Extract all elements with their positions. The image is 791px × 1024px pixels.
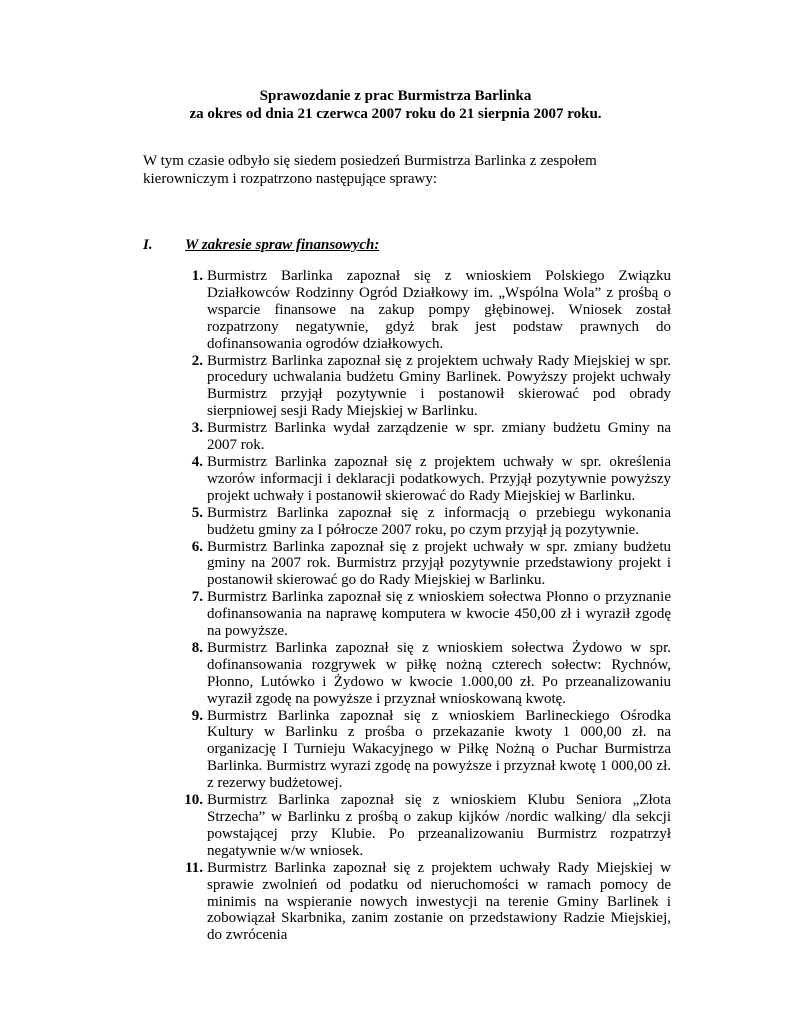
list-item-text: Burmistrz Barlinka wydał zarządzenie w spr. zmiany budżetu Gminy na 2007 rok. — [207, 420, 671, 454]
list-item-text: Burmistrz Barlinka zapoznał się z informacją o przebiegu wykonania budżetu gminy za I półrocze 2007 roku, po czym przyjął ją pozytywnie. — [207, 504, 671, 538]
list-item-text: Burmistrz Barlinka zapoznał się z projektem uchwały Rady Miejskiej w spr. procedury uchwalania budżetu Gminy Barlinek. Powyższy projekt uchwały Burmistrz przyjął pozytywnie i postanowił skierować pod obrady sierpniowej sesji Rady Miejskiej w Barlinku. — [207, 352, 671, 420]
list-item-number: 7. — [191, 589, 203, 606]
list-item-text: Burmistrz Barlinka zapoznał się z projekt uchwały w spr. zmiany budżetu gminy na 2007 rok. Burmistrz przyjął pozytywnie przedstawiony projekt i postanowił skierować go do Rady Miejskiej w Barlinku. — [207, 538, 671, 589]
list-item — [191, 707, 671, 793]
list-item-text: Burmistrz Barlinka zapoznał się z wnioskiem sołectwa Płonno o przyznanie dofinansowania na naprawę komputera w kwocie 450,00 zł i wyraził zgodę na powyższe. — [207, 589, 671, 640]
list-item-text: Burmistrz Barlinka zapoznał się z wnioskiem Klubu Seniora „Złota Strzecha” w Barlinku z prośbą o zakup kijków /nordic walking/ dla sekcji powstającej przy Klubie. Po przeanalizowaniu Burmistrz rozpatrzył negatywnie w/w wniosek. — [207, 792, 671, 859]
list-item-number: 9. — [191, 707, 203, 724]
title-line-1: Sprawozdanie z prac Burmistrza Barlinka — [259, 88, 532, 104]
section-title: W zakresie spraw finansowych: — [185, 237, 380, 253]
section-number: I. — [143, 237, 153, 253]
numbered-list — [184, 268, 671, 944]
list-item — [191, 420, 671, 454]
list-item-number: 6. — [191, 538, 203, 555]
list-item — [191, 589, 671, 640]
list-item-text: Burmistrz Barlinka zapoznał się z projektem uchwały w spr. określenia wzorów informacji i deklaracji podatkowych. Przyjął pozytywnie powyższy projekt uchwały i postanowił skierować do Rady Miejskiej w Barlinku. — [207, 453, 671, 504]
intro-paragraph: W tym czasie odbyło się siedem posiedzeń Burmistrza Barlinka z zespołem kierowniczym i rozpatrzono następujące sprawy: — [143, 153, 597, 187]
list-item — [191, 268, 671, 353]
list-item-number: 5. — [191, 504, 203, 521]
list-item — [184, 792, 671, 860]
section-heading — [143, 236, 379, 254]
list-item-text: Burmistrz Barlinka zapoznał się z wnioskiem sołectwa Żydowo w spr. dofinansowania rozgrywek w piłkę nożną czterech sołectw: Rychnów, Płonno, Lutówko i Żydowo w kwocie 1.000,00 zł. Po przeanalizowaniu wyraził zgodę na powyższe i przyznał wnioskowaną kwotę. — [207, 639, 671, 707]
list-item-text: Burmistrz Barlinka zapoznał się z wnioskiem Polskiego Związku Działkowców Rodzinny Ogród Działkowy im. „Wspólna Wola” z prośbą o wsparcie finansowe na zakup pompy głębinowej. Wniosek został rozpatrzony negatywnie, gdyż brak jest podstaw prawnych do dofinansowania ogrodów działkowych. — [207, 268, 671, 352]
list-item — [185, 859, 671, 945]
list-item — [191, 453, 671, 505]
title-line-2: za okres od dnia 21 czerwca 2007 roku do 21 sierpnia 2007 roku. — [189, 106, 602, 122]
list-item-text: Burmistrz Barlinka zapoznał się z wnioskiem Barlineckiego Ośrodka Kultury w Barlinku z prośba o przekazanie kwoty 1 000,00 zł. na organizację I Turnieju Wakacyjnego w Piłkę Nożną o Puchar Burmistrza Barlinka. Burmistrz wyrazi zgodę na powyższe i przyznał kwotę 1 000,00 zł. z rezerwy budżetowej. — [207, 707, 671, 792]
list-item — [191, 504, 671, 539]
list-item-number: 3. — [191, 420, 203, 437]
list-item — [191, 538, 671, 590]
list-item-number: 10. — [184, 792, 203, 809]
list-item — [191, 639, 671, 708]
list-item-number: 8. — [191, 639, 203, 656]
list-item — [191, 352, 671, 421]
list-item-number: 1. — [191, 268, 203, 284]
list-item-number: 11. — [185, 859, 203, 876]
list-item-number: 4. — [191, 453, 203, 470]
document-title — [0, 87, 791, 123]
list-item-text: Burmistrz Barlinka zapoznał się z projektem uchwały Rady Miejskiej w sprawie zwolnień od podatku od nieruchomości w ramach pomocy de minimis na wspieranie nowych inwestycji na terenie Gminy Barlinek i zobowiązał Skarbnika, zanim zostanie on przedstawiony Radzie Miejskiej, do zwrócenia — [207, 859, 671, 944]
list-item-number: 2. — [191, 352, 203, 369]
